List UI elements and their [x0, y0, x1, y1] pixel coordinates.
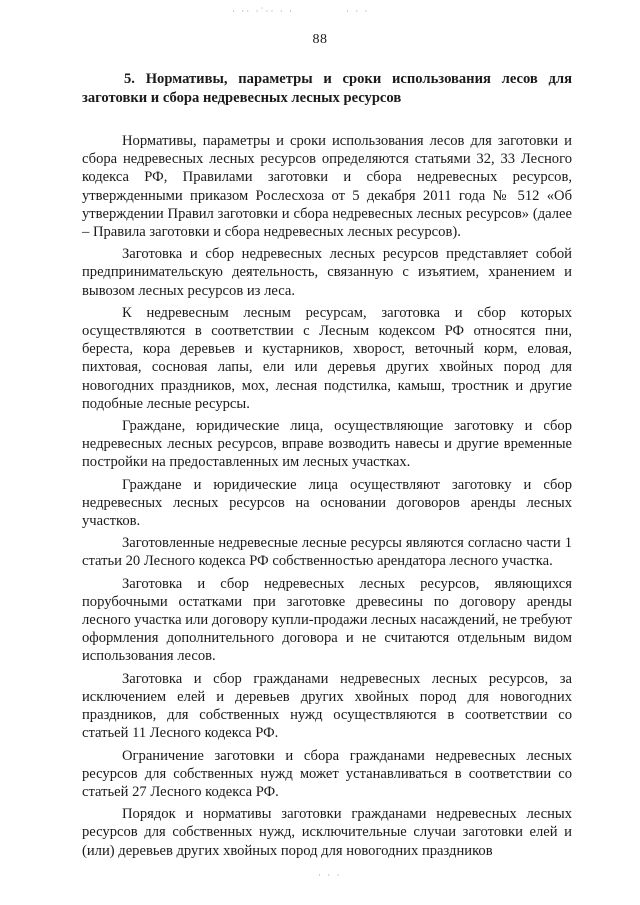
paragraph: Граждане и юридические лица осуществляют заготовку и сбор недревесных лесных ресурсов на основании договоров аренды лесных участков. [82, 476, 572, 530]
paragraph: Заготовка и сбор недревесных лесных ресурсов представляет собой предпринимательскую деятельность, связанную с изъятием, хранением и вывозом лесных ресурсов из леса. [82, 246, 572, 299]
paragraph: К недревесным лесным ресурсам, заготовка и сбор которых осуществляются в соответствии с Лесным кодексом РФ относятся пни, береста, кора деревьев и кустарников, хворост, веточный корм, еловая, пихтовая, сосновая лапы, ели или деревья других хвойных пород для новогодних праздников, мох, лесная подстилка, камыш, тростник и другие подобные лесные ресурсы. [82, 304, 572, 412]
paragraph: Заготовка и сбор гражданами недревесных лесных ресурсов, за исключением елей и деревьев других хвойных пород для новогодних праздников, для собственных нужд осуществляются в соответствии со статьей 11 Лесного кодекса РФ. [82, 670, 572, 742]
page-number: 88 [312, 32, 328, 47]
scan-artifact-top-right: · · · [346, 6, 370, 16]
document-body [82, 70, 572, 864]
scan-artifact-bottom: · · · [318, 870, 342, 880]
paragraph: Граждане, юридические лица, осуществляющие заготовку и сбор недревесных лесных ресурсов, вправе возводить навесы и другие временные постройки на предоставленных им лесных участках. [82, 418, 572, 471]
section-heading: 5. Нормативы, параметры и сроки использования лесов для заготовки и сбора недревесных лесных ресурсов [82, 71, 572, 106]
paragraph: Порядок и нормативы заготовки гражданами недревесных лесных ресурсов для собственных нужд, исключительные случаи заготовки елей и (или) деревьев других хвойных пород для новогодних праздников [82, 806, 572, 859]
paragraph: Заготовка и сбор недревесных лесных ресурсов, являющихся порубочными остатками при заготовке древесины по договору аренды лесного участка или договору купли-продажи лесных насаждений, не требуют оформления дополнительного договора и не считаются отдельным видом использования лесов. [82, 575, 572, 665]
scan-artifact-top: · ·· ·˙·· · · [232, 6, 294, 16]
paragraph: Заготовленные недревесные лесные ресурсы являются согласно части 1 статьи 20 Лесного кодекса РФ собственностью арендатора лесного участка. [82, 535, 572, 570]
paragraph: Ограничение заготовки и сбора гражданами недревесных лесных ресурсов для собственных нужд может устанавливаться в соответствии со статьей 27 Лесного кодекса РФ. [82, 747, 572, 800]
paragraph: Нормативы, параметры и сроки использования лесов для заготовки и сбора недревесных лесных ресурсов определяются статьями 32, 33 Лесного кодекса РФ, Правилами заготовки и сбора недревесных ресурсов, утвержденными приказом Рослесхоза от 5 декабря 2011 года № 512 «Об утверждении Правил заготовки и сбора недревесных лесных ресурсов» (далее – Правила заготовки и сбора недревесных лесных ресурсов). [82, 133, 572, 241]
